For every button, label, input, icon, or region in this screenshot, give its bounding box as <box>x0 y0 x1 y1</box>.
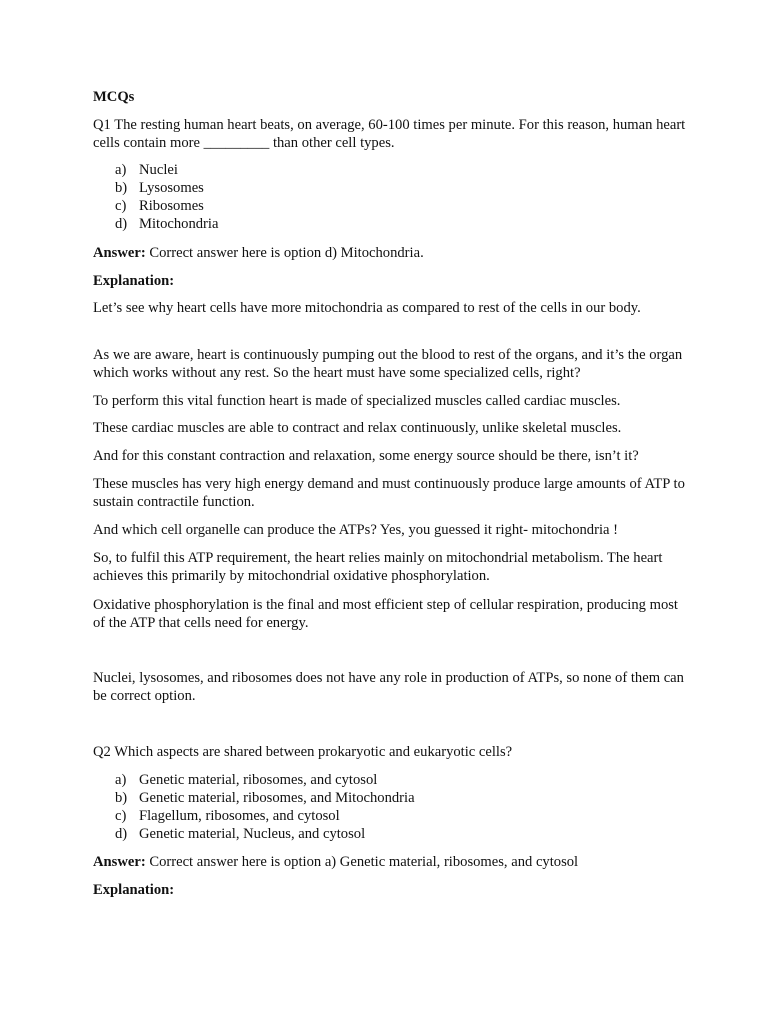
option-item <box>93 771 693 789</box>
explanation-paragraph: So, to fulfil this ATP requirement, the heart relies mainly on mitochondrial metabolism. The heart achieves this primarily by mitochondrial oxidative phosphorylation. <box>93 550 663 584</box>
answer-text: Correct answer here is option a) Genetic material, ribosomes, and cytosol <box>145 854 579 870</box>
explanation-paragraph: To perform this vital function heart is made of specialized muscles called cardiac muscles. <box>93 393 621 409</box>
option-letter: a) <box>115 772 127 788</box>
option-text: Lysosomes <box>139 180 204 196</box>
explanation-paragraph: Let’s see why heart cells have more mitochondria as compared to rest of the cells in our body. <box>93 300 641 316</box>
option-letter: b) <box>115 790 128 806</box>
option-text: Flagellum, ribosomes, and cytosol <box>139 808 340 824</box>
answer-2 <box>93 853 693 871</box>
question-1-options <box>93 161 693 233</box>
option-text: Genetic material, Nucleus, and cytosol <box>139 826 366 842</box>
option-text: Genetic material, ribosomes, and Mitochondria <box>139 790 415 806</box>
option-letter: b) <box>115 180 128 196</box>
option-letter: d) <box>115 216 128 232</box>
explanation-paragraph: And for this constant contraction and relaxation, some energy source should be there, isn’t it? <box>93 448 639 464</box>
option-text: Ribosomes <box>139 198 204 214</box>
explanation-paragraph: Nuclei, lysosomes, and ribosomes does not have any role in production of ATPs, so none of them can be correct option. <box>93 670 684 704</box>
answer-1 <box>93 244 693 262</box>
option-item <box>93 807 693 825</box>
question-1: Q1 The resting human heart beats, on average, 60-100 times per minute. For this reason, human heart cells contain more _________ than other cell types. <box>93 117 686 151</box>
explanation-1-label: Explanation: <box>93 273 175 289</box>
question-2: Q2 Which aspects are shared between prokaryotic and eukaryotic cells? <box>93 744 513 760</box>
option-text: Genetic material, ribosomes, and cytosol <box>139 772 378 788</box>
explanation-2-label: Explanation: <box>93 882 175 898</box>
explanation-paragraph: As we are aware, heart is continuously pumping out the blood to rest of the organs, and it’s the organ which works without any rest. So the heart must have some specialized cells, right? <box>93 347 683 381</box>
option-item <box>93 789 693 807</box>
explanation-paragraph: These cardiac muscles are able to contract and relax continuously, unlike skeletal muscles. <box>93 420 622 436</box>
option-letter: c) <box>115 198 127 214</box>
option-text: Nuclei <box>139 162 178 178</box>
option-letter: d) <box>115 826 128 842</box>
explanation-paragraph: These muscles has very high energy demand and must continuously produce large amounts of ATP to sustain contractile function. <box>93 476 685 510</box>
answer-label: Answer: <box>93 245 146 261</box>
option-item <box>93 825 693 843</box>
option-item <box>93 197 693 215</box>
option-text: Mitochondria <box>139 216 219 232</box>
question-2-options <box>93 771 693 843</box>
option-letter: c) <box>115 808 127 824</box>
option-item <box>93 161 693 179</box>
option-item <box>93 179 693 197</box>
option-item <box>93 215 693 233</box>
page-heading: MCQs <box>93 89 135 105</box>
answer-label: Answer: <box>93 854 146 870</box>
explanation-paragraph: Oxidative phosphorylation is the final and most efficient step of cellular respiration, producing most of the ATP that cells need for energy. <box>93 597 678 631</box>
answer-text: Correct answer here is option d) Mitochondria. <box>145 245 424 261</box>
option-letter: a) <box>115 162 127 178</box>
explanation-paragraph: And which cell organelle can produce the ATPs? Yes, you guessed it right- mitochondria ! <box>93 522 618 538</box>
